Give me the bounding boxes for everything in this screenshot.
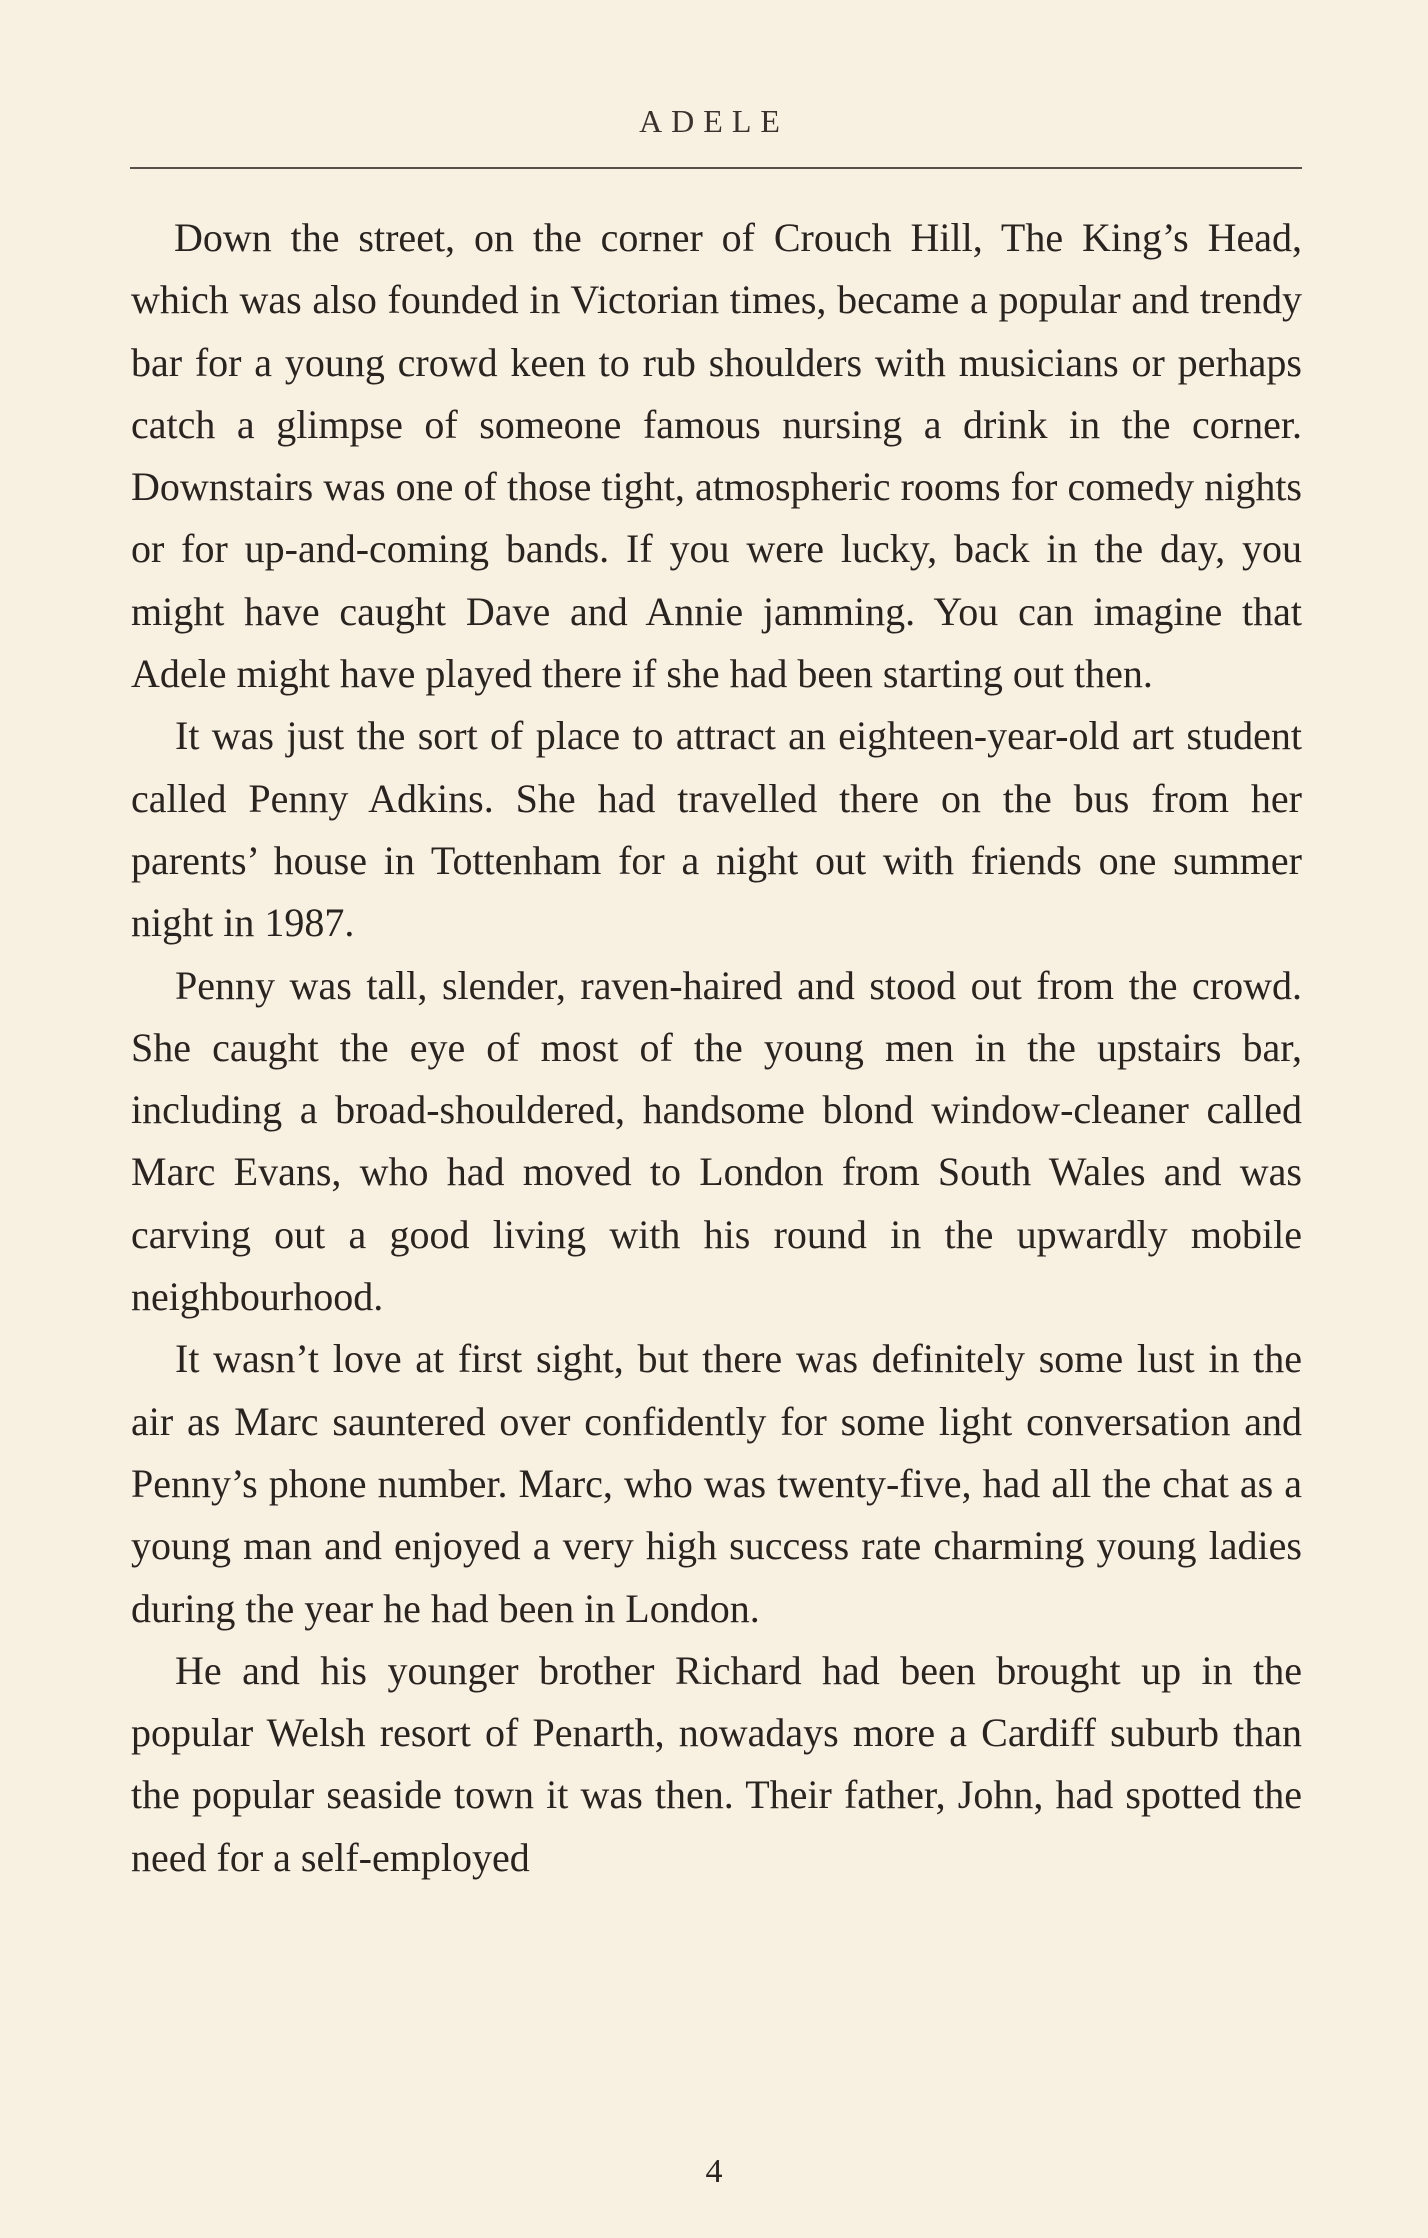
paragraph-2: It was just the sort of place to attract an eighteen-year-old art student called Penny Adkins. She had travelled there on the bus from her parents’ house in Tottenham for a night out with friends one summer night in 1987. (131, 713, 1302, 946)
header-rule (130, 167, 1302, 169)
page-number: 4 (705, 2153, 723, 2190)
body-text (131, 207, 1302, 1889)
paragraph-3: Penny was tall, slender, raven-haired and stood out from the crowd. She caught the eye of most of the young men in the upstairs bar, including a broad-shouldered, handsome blond window-cleaner called Marc Evans, who had moved to London from South Wales and was carving out a good living with his round in the upwardly mobile neighbourhood. (131, 962, 1302, 1320)
paragraph-1: Down the street, on the corner of Crouch Hill, The King’s Head, which was also founded in Victorian times, became a popular and trendy bar for a young crowd keen to rub shoulders with musicians or perhaps catch a glimpse of someone famous nursing a drink in the corner. Downstairs was one of those tight, atmospheric rooms for comedy nights or for up-and-coming bands. If you were lucky, back in the day, you might have caught Dave and Annie jamming. You can imagine that Adele might have played there if she had been starting out then. (131, 215, 1302, 697)
running-head-title: ADELE (639, 103, 789, 139)
paragraph-4: It wasn’t love at first sight, but there was definitely some lust in the air as Marc sauntered over confidently for some light conversation and Penny’s phone number. Marc, who was twenty-five, had all the chat as a young man and enjoyed a very high success rate charming young ladies during the year he had been in London. (131, 1336, 1302, 1631)
paragraph-5: He and his younger brother Richard had been brought up in the popular Welsh resort of Penarth, nowadays more a Cardiff suburb than the popular seaside town it was then. Their father, John, had spotted the need for a self-employed (131, 1647, 1302, 1880)
